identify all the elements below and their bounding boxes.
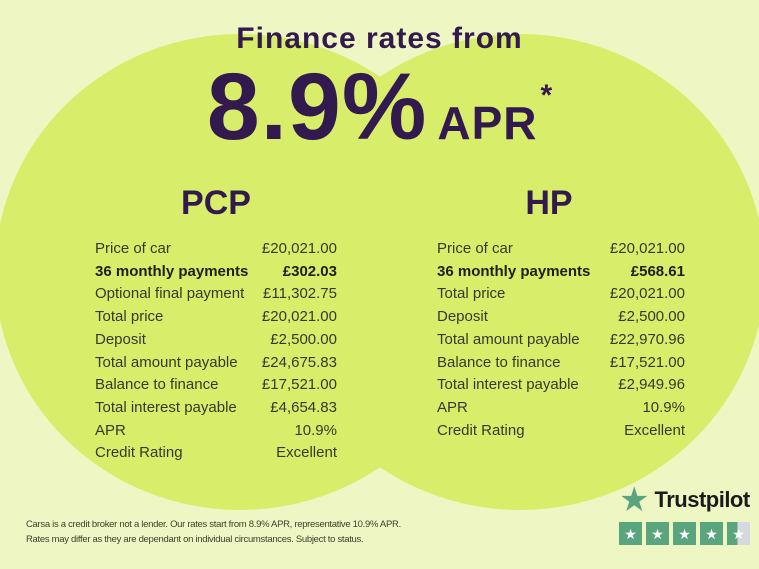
trustpilot-logo — [619, 481, 750, 519]
row-label: 36 monthly payments — [437, 262, 591, 280]
row-value: £20,021.00 — [261, 240, 337, 257]
pcp-rows — [95, 238, 337, 465]
row-label: Total amount payable — [437, 330, 580, 348]
trustpilot-rating-stars — [619, 522, 750, 545]
pcp-table-title: PCP — [181, 184, 251, 222]
table-row — [437, 374, 685, 397]
row-label: Credit Rating — [437, 421, 525, 439]
row-value: £22,970.96 — [609, 330, 685, 348]
table-row — [437, 329, 685, 352]
table-row — [95, 374, 337, 397]
row-value: 10.9% — [642, 398, 685, 416]
rating-star-icon: ★ — [673, 522, 696, 545]
row-label: Deposit — [95, 330, 146, 348]
disclaimer-line-2: Rates may differ as they are dependant on individual circumstances. Subject to status. — [26, 534, 364, 545]
headline-rate — [0, 54, 759, 160]
row-value: Excellent — [624, 421, 685, 439]
row-value: £302.03 — [282, 262, 337, 280]
table-row — [437, 261, 685, 284]
table-row — [437, 420, 685, 443]
table-row — [437, 283, 685, 306]
row-value: £11,302.75 — [263, 285, 337, 303]
row-value: £17,521.00 — [609, 353, 685, 371]
rating-star-icon: ★ — [619, 522, 642, 545]
row-value: £4,654.83 — [270, 398, 337, 416]
row-value: £568.61 — [630, 262, 685, 280]
trustpilot-brand-name: Trustpilot — [654, 487, 750, 512]
rating-star-icon: ★ — [700, 522, 723, 545]
pcp-table — [95, 186, 337, 465]
row-label: 36 monthly payments — [95, 262, 249, 280]
row-label: Total interest payable — [437, 376, 579, 394]
row-label: Total price — [437, 285, 506, 303]
row-value: £2,500.00 — [270, 330, 337, 348]
row-label: Balance to finance — [437, 353, 561, 371]
row-label: Total amount payable — [95, 353, 238, 371]
table-row — [437, 306, 685, 329]
table-row — [95, 397, 337, 420]
row-value: £2,949.96 — [618, 376, 685, 394]
rate-asterisk: * — [540, 79, 553, 112]
hp-table-title: HP — [525, 184, 573, 222]
rate-suffix: APR — [437, 97, 538, 149]
row-value: £17,521.00 — [261, 376, 337, 394]
row-label: Price of car — [437, 240, 513, 257]
row-value: Excellent — [276, 444, 337, 462]
hp-table — [437, 186, 685, 442]
rate-value: 8.9% — [206, 54, 428, 160]
row-label: Deposit — [437, 308, 488, 326]
row-label: APR — [437, 398, 468, 416]
table-row — [95, 238, 337, 261]
table-row — [95, 442, 337, 465]
row-value: £24,675.83 — [261, 353, 337, 371]
page-title: Finance rates from — [236, 22, 523, 55]
table-row — [95, 352, 337, 375]
table-row — [437, 352, 685, 375]
hp-rows — [437, 238, 685, 442]
row-label: Credit Rating — [95, 444, 183, 462]
row-label: Optional final payment — [95, 285, 245, 303]
table-row — [95, 283, 337, 306]
table-row — [437, 238, 685, 261]
table-row — [437, 397, 685, 420]
rating-star-half-icon: ★ — [727, 522, 750, 545]
table-row — [95, 261, 337, 284]
row-value: 10.9% — [294, 421, 337, 439]
trustpilot-star-icon: ★ — [619, 481, 650, 519]
table-row — [95, 306, 337, 329]
row-value: £20,021.00 — [261, 308, 337, 326]
row-label: Total price — [95, 308, 164, 326]
row-label: Price of car — [95, 240, 171, 257]
trustpilot-badge[interactable] — [619, 481, 750, 545]
row-label: Balance to finance — [95, 376, 219, 394]
row-label: APR — [95, 421, 126, 439]
table-row — [95, 420, 337, 443]
row-value: £20,021.00 — [609, 285, 685, 303]
row-label: Total interest payable — [95, 398, 237, 416]
row-value: £20,021.00 — [609, 240, 685, 257]
rating-star-icon: ★ — [646, 522, 669, 545]
disclaimer-line-1: Carsa is a credit broker not a lender. Our rates start from 8.9% APR, representative 10.9% APR. — [26, 519, 401, 530]
table-row — [95, 329, 337, 352]
legal-disclaimer — [26, 517, 401, 547]
row-value: £2,500.00 — [618, 308, 685, 326]
